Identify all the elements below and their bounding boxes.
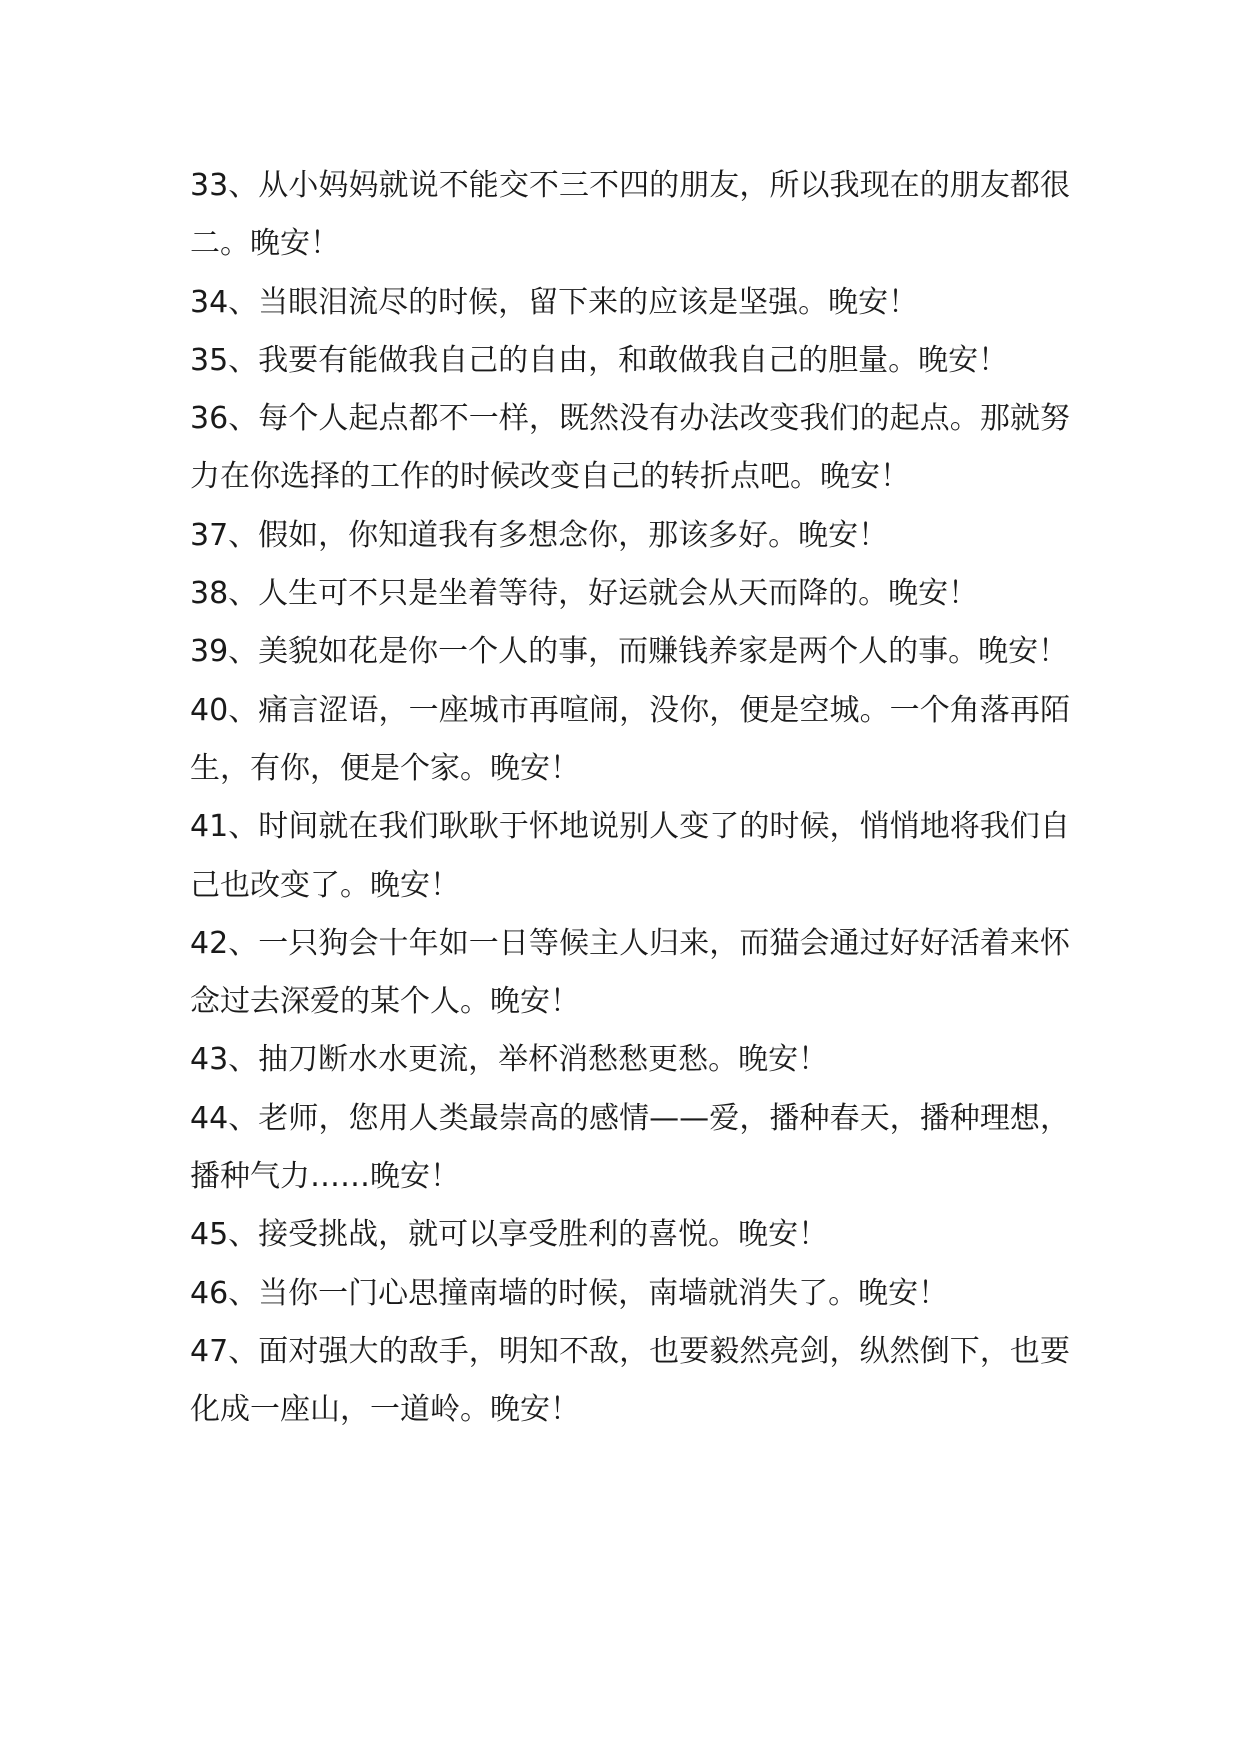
entry-43: 43、抽刀断水水更流，举杯消愁愁更愁。晚安！	[190, 1042, 829, 1078]
entry-38: 38、人生可不只是坐着等待，好运就会从天而降的。晚安！	[190, 576, 979, 612]
entry-44: 44、老师，您用人类最崇高的感情——爱，播种春天，播种理想，播种气力……晚安！	[190, 1100, 1070, 1195]
document-body	[190, 157, 1070, 1440]
entry-35: 35、我要有能做我自己的自由，和敢做我自己的胆量。晚安！	[190, 342, 1009, 378]
entry-45: 45、接受挑战，就可以享受胜利的喜悦。晚安！	[190, 1217, 829, 1253]
entry-46: 46、当你一门心思撞南墙的时候，南墙就消失了。晚安！	[190, 1275, 949, 1311]
entry-37: 37、假如，你知道我有多想念你，那该多好。晚安！	[190, 517, 889, 553]
entry-39: 39、美貌如花是你一个人的事，而赚钱养家是两个人的事。晚安！	[190, 634, 1069, 670]
entry-47: 47、面对强大的敌手，明知不敌，也要毅然亮剑，纵然倒下，也要化成一座山，一道岭。晚安！	[190, 1333, 1070, 1428]
entry-41: 41、时间就在我们耿耿于怀地说别人变了的时候，悄悄地将我们自己也改变了。晚安！	[190, 809, 1070, 903]
entry-34: 34、当眼泪流尽的时候，留下来的应该是坚强。晚安！	[190, 284, 919, 320]
entry-36: 36、每个人起点都不一样，既然没有办法改变我们的起点。那就努力在你选择的工作的时候改变自己的转折点吧。晚安！	[190, 401, 1070, 495]
entry-33: 33、从小妈妈就说不能交不三不四的朋友，所以我现在的朋友都很二。晚安！	[190, 168, 1070, 262]
entry-40: 40、痛言涩语，一座城市再喧闹，没你，便是空城。一个角落再陌生，有你，便是个家。晚安！	[190, 692, 1070, 786]
entry-42: 42、一只狗会十年如一日等候主人归来，而猫会通过好好活着来怀念过去深爱的某个人。晚安！	[190, 925, 1070, 1020]
